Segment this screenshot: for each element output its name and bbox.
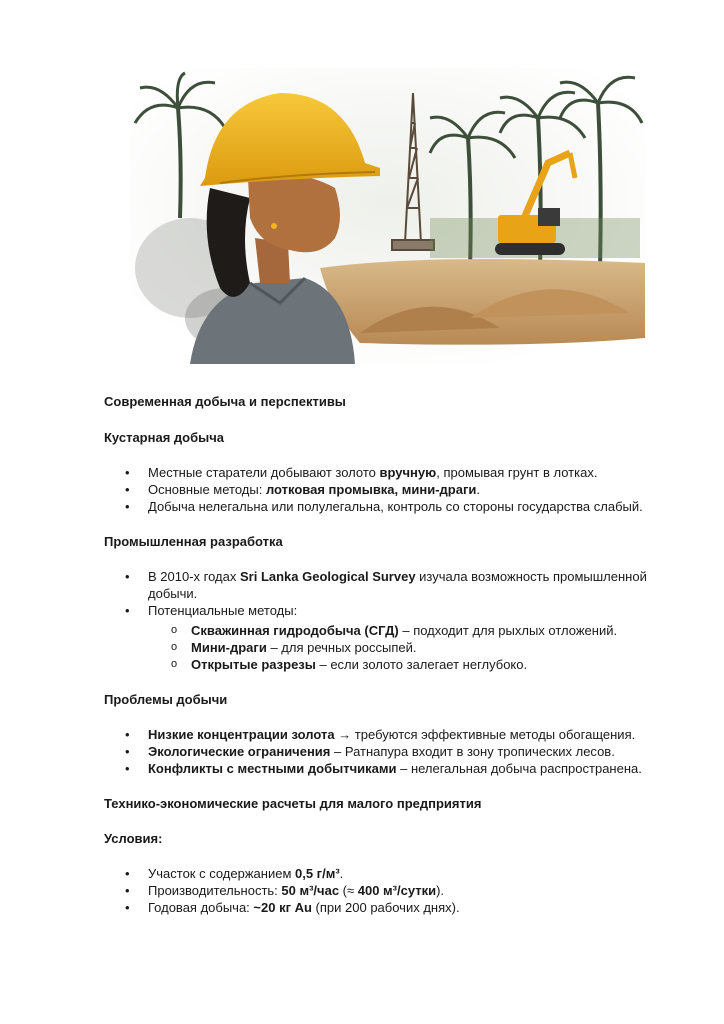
list-item: • Потенциальные методы: xyxy=(104,602,664,619)
list-item: • В 2010-х годах Sri Lanka Geological Survey изучала возможность промышленной добычи. xyxy=(104,568,664,602)
list-item: • Производительность: 50 м³/час (≈ 400 м³/сутки). xyxy=(104,882,664,899)
section-title: Промышленная разработка xyxy=(104,534,283,549)
mining-illustration xyxy=(130,68,645,364)
sub-list-item: o Скважинная гидродобыча (СГД) – подходит для рыхлых отложений. xyxy=(104,622,664,639)
list-item: • Годовая добыча: ~20 кг Au (при 200 рабочих днях). xyxy=(104,899,664,916)
bullet-list xyxy=(104,865,664,916)
list-item: • Добыча нелегальна или полулегальна, контроль со стороны государства слабый. xyxy=(104,498,664,515)
list-item: • Местные старатели добывают золото вручную, промывая грунт в лотках. xyxy=(104,464,664,481)
sub-list-item: o Открытые разрезы – если золото залегает неглубоко. xyxy=(104,656,664,673)
bullet-list xyxy=(104,464,664,515)
section-title: Технико-экономические расчеты для малого предприятия xyxy=(104,796,482,811)
list-item: • Участок с содержанием 0,5 г/м³. xyxy=(104,865,664,882)
list-item: • Экологические ограничения – Ратнапура входит в зону тропических лесов. xyxy=(104,743,664,760)
sub-list-item: o Мини-драги – для речных россыпей. xyxy=(104,639,664,656)
list-item: • Низкие концентрации золота → требуются эффективные методы обогащения. xyxy=(104,726,664,743)
list-item: • Конфликты с местными добытчиками – нелегальная добыча распространена. xyxy=(104,760,664,777)
section-title: Проблемы добычи xyxy=(104,692,228,707)
bullet-list xyxy=(104,568,664,619)
list-item: • Основные методы: лотковая промывка, мини-драги. xyxy=(104,481,664,498)
bullet-list xyxy=(104,726,664,777)
section-title: Современная добыча и перспективы xyxy=(104,394,346,409)
section-title: Условия: xyxy=(104,831,163,846)
section-title: Кустарная добыча xyxy=(104,430,224,445)
sub-list xyxy=(104,622,664,673)
